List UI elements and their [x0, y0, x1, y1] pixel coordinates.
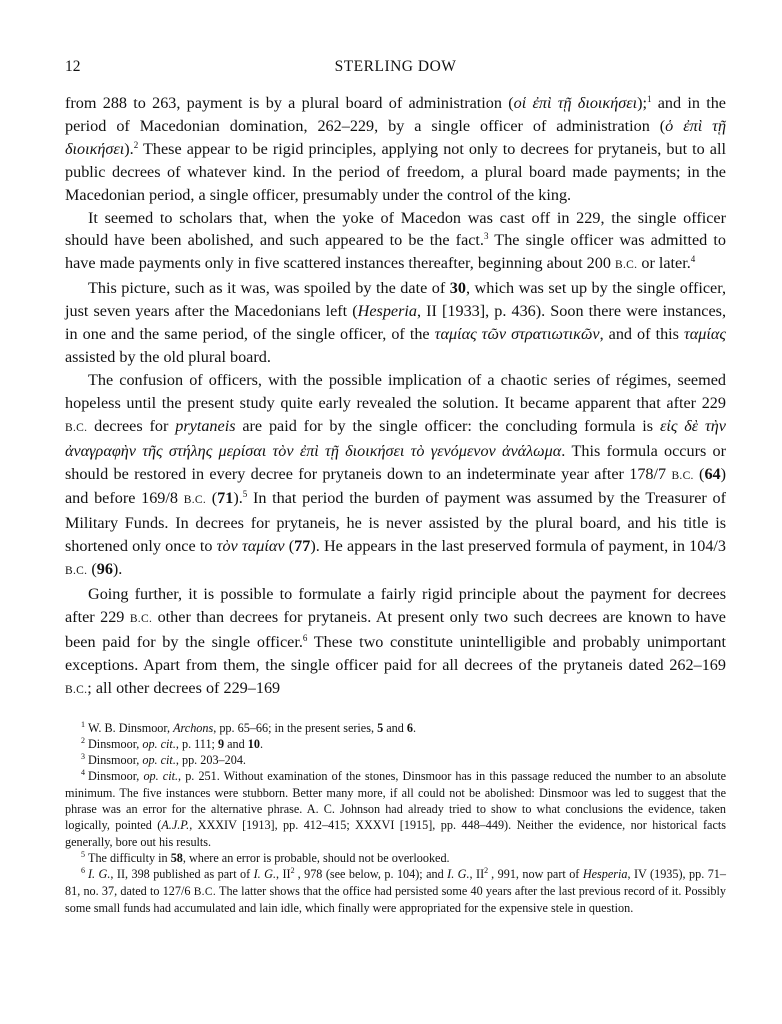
decree-number: 6	[406, 720, 413, 735]
text-run: These appear to be rigid principles, applying not only to decrees for prytaneis, but to all public decrees of whatever kind. In the period of freedom, a plural board made payments; in the Macedonian period, a single officer, presumably under the control of the king.	[65, 139, 726, 204]
text-run: , where an error is probable, should not be overlooked.	[182, 850, 450, 865]
citation-abbrev: op. cit.	[142, 753, 176, 768]
journal-title: A.J.P.	[161, 818, 190, 833]
text-run: , IV (1935), pp. 71–81, no. 37, dated to 127/6	[65, 867, 726, 898]
footnote-6	[65, 866, 726, 916]
decree-number: 10	[247, 736, 260, 751]
era-abbreviation: B.C.	[65, 421, 88, 434]
decree-number: 9	[217, 736, 225, 751]
decree-number: 71	[217, 489, 234, 508]
decree-number: 58	[170, 850, 183, 865]
text-run: ).	[124, 139, 134, 158]
footnote-marker: 5	[81, 849, 85, 859]
text-run: . This formula occurs or should be restored in every decree for prytaneis down to an indeterminate year after 178/7	[65, 441, 726, 483]
footnote-2	[65, 736, 726, 752]
body-text	[65, 92, 726, 702]
greek-phrase: ταμίας τῶν στρατιωτικῶν	[434, 325, 600, 344]
footnote-marker: 6	[81, 866, 85, 876]
footnote-ref-5: 5	[242, 489, 248, 500]
text-run: , II, 398 published as part of	[110, 867, 254, 882]
text-run: The latter shows that the office had persisted some 40 years after the last previous record of it. Possibly some small funds had accumulated and lain idle, which finally were appropriated for the expensive stele in question.	[65, 883, 726, 915]
era-abbreviation: B.C.	[671, 469, 694, 482]
decree-number: 64	[704, 464, 721, 483]
paragraph-4	[65, 369, 726, 583]
text-run: Going further, it is possible to formulate a fairly rigid principle about the payment for decrees after 229	[65, 585, 726, 626]
text-run: (	[87, 560, 97, 579]
text-run: are paid for by the single officer: the concluding formula is	[235, 416, 660, 435]
text-run: , XXXIV [1913], pp. 412–415; XXXVI [1915], pp. 448–449). Neither the evidence, nor historical facts generally, bore out his results.	[65, 818, 726, 849]
footnote-3	[65, 752, 726, 768]
text-run: (	[206, 489, 218, 508]
text-run: ). He appears in the last preserved formula of payment, in 104/3	[310, 537, 727, 556]
decree-number: 77	[294, 537, 311, 556]
page-number: 12	[65, 58, 81, 75]
decree-number: 5	[377, 720, 384, 735]
era-abbreviation: B.C.	[615, 259, 638, 272]
text-run: The confusion of officers, with the possible implication of a chaotic series of régimes, seemed hopeless until the present study quite early revealed the solution. It became apparent that after 229	[65, 370, 726, 412]
citation-abbrev: op. cit.	[143, 769, 179, 784]
text-run: .	[259, 736, 263, 751]
era-abbreviation: B.C.	[129, 612, 153, 625]
text-run: , pp. 65–66; in the present series,	[213, 720, 378, 735]
footnote-ref-3: 3	[483, 231, 489, 242]
text-run: , II [1933], p. 436). Soon there were instances, in one and the same period, of the single officer, of the	[65, 302, 727, 344]
era-abbreviation: B.C.	[193, 885, 216, 898]
paragraph-5	[65, 583, 726, 702]
decree-number: 30	[449, 279, 466, 298]
footnote-ref-2: 2	[133, 139, 139, 150]
text-run: , and of this	[599, 325, 685, 344]
footnote-4	[65, 768, 726, 849]
text-run: (	[284, 537, 295, 556]
text-run: other than decrees for prytaneis. At present only two such decrees are known to have been paid for by the single officer.	[65, 607, 726, 651]
footnote-ref-4: 4	[690, 254, 696, 265]
text-run: ).	[112, 560, 123, 579]
text-run: and in the period of Macedonian domination, 262–229, by a single officer of administration (	[65, 94, 726, 135]
citation-abbrev: I. G.	[447, 867, 470, 882]
footnote-marker: 3	[81, 752, 85, 762]
text-run: It seemed to scholars that, when the yoke of Macedon was cast off in 229, the single officer should have been abolished, and such appeared to be the fact.	[65, 208, 726, 250]
text-run: from 288 to 263, payment is by a plural board of administration (	[65, 94, 514, 112]
citation-abbrev: I. G.	[88, 867, 111, 882]
text-run: .	[412, 720, 416, 735]
text-run: The difficulty in	[88, 850, 171, 865]
text-run: assisted by the old plural board.	[65, 347, 271, 366]
text-run: , which was set up by the single officer, just seven years after the Macedonians left (	[65, 279, 727, 321]
citation-abbrev: I. G.	[253, 867, 277, 882]
text-run: Dinsmoor,	[88, 753, 143, 768]
text-run: decrees for	[87, 416, 176, 435]
citation-abbrev: op. cit.	[142, 736, 176, 751]
text-run: , 991, now part of	[491, 867, 583, 882]
footnote-marker: 1	[81, 719, 85, 729]
footnote-ref-6: 6	[302, 632, 308, 643]
footnote-1	[65, 720, 726, 736]
greek-phrase: ὁ ἐπὶ τῇ διοικήσει	[65, 116, 726, 158]
greek-phrase: οἱ ἐπὶ τῇ διοικήσει	[513, 94, 638, 112]
text-run: ) and before 169/8	[65, 464, 727, 508]
running-title: STERLING DOW	[334, 58, 457, 75]
text-run: , pp. 203–204.	[175, 753, 246, 768]
text-run: , p. 111;	[175, 736, 218, 751]
footnote-marker: 2	[81, 735, 85, 745]
text-run: This picture, such as it was, was spoiled by the date of	[88, 279, 450, 298]
era-abbreviation: B.C.	[65, 565, 88, 578]
text-run: ; all other decrees of 229–169	[87, 678, 281, 697]
text-run: ).	[233, 489, 243, 508]
text-run: (	[693, 464, 705, 483]
text-run: , II	[469, 867, 485, 882]
journal-title: Hesperia	[582, 867, 628, 882]
greek-formula: εἰς δὲ τὴν ἀναγραφὴν τῆς στήλης μερίσαι τὸν ἐπὶ τῇ διοικήσει τὸ γενόμενον ἀνάλωμα	[65, 416, 726, 460]
text-run: , 978 (see below, p. 104); and	[297, 867, 448, 882]
text-run: Dinsmoor,	[88, 769, 144, 784]
text-run: In that period the burden of payment was assumed by the Treasurer of Military Funds. In decrees for prytaneis, he is never assisted by the plural board, and his title is shortened only once to	[65, 489, 727, 556]
greek-phrase: τὸν ταμίαν	[216, 537, 285, 556]
edition-superscript: 2	[484, 866, 489, 876]
decree-number: 96	[96, 560, 113, 579]
text-run: W. B. Dinsmoor,	[88, 720, 174, 735]
era-abbreviation: B.C.	[183, 494, 207, 507]
journal-title: Hesperia	[357, 302, 417, 321]
edition-superscript: 2	[290, 866, 295, 876]
text-run: , p. 251. Without examination of the stones, Dinsmoor has in this passage reduced the number to an absolute minimum. The five instances were stubborn. Better many more, if all could not be abolished: Dinsmoor was led to suggest that the phrase was an error for the alternative phrase. A. C. Johnson had already tried to show to what conclusions the evidence, taken logically, pointed (	[65, 769, 727, 833]
footnote-marker: 4	[81, 768, 85, 778]
text-run: Dinsmoor,	[88, 736, 143, 751]
paragraph-1	[65, 92, 726, 207]
paragraph-2	[65, 207, 726, 278]
italic-term: prytaneis	[175, 416, 236, 435]
greek-phrase: ταμίας	[684, 325, 726, 344]
text-run: );	[637, 94, 647, 112]
footnotes	[65, 720, 726, 917]
footnote-ref-1: 1	[646, 94, 652, 104]
text-run: or later.	[637, 254, 691, 273]
text-run: , II	[276, 867, 291, 882]
running-head	[65, 58, 726, 82]
text-run: These two constitute unintelligible and probably unimportant exceptions. Apart from them, the single officer paid for all decrees of the prytaneis dated 262–169	[65, 632, 726, 674]
text-run: The single officer was admitted to have made payments only in five scattered instances thereafter, beginning about 200	[65, 231, 726, 273]
text-run: and	[224, 736, 248, 751]
text-run: and	[383, 720, 407, 735]
book-title: Archons	[173, 720, 214, 735]
paragraph-3	[65, 277, 726, 369]
era-abbreviation: B.C.	[65, 683, 88, 696]
footnote-5	[65, 850, 726, 866]
